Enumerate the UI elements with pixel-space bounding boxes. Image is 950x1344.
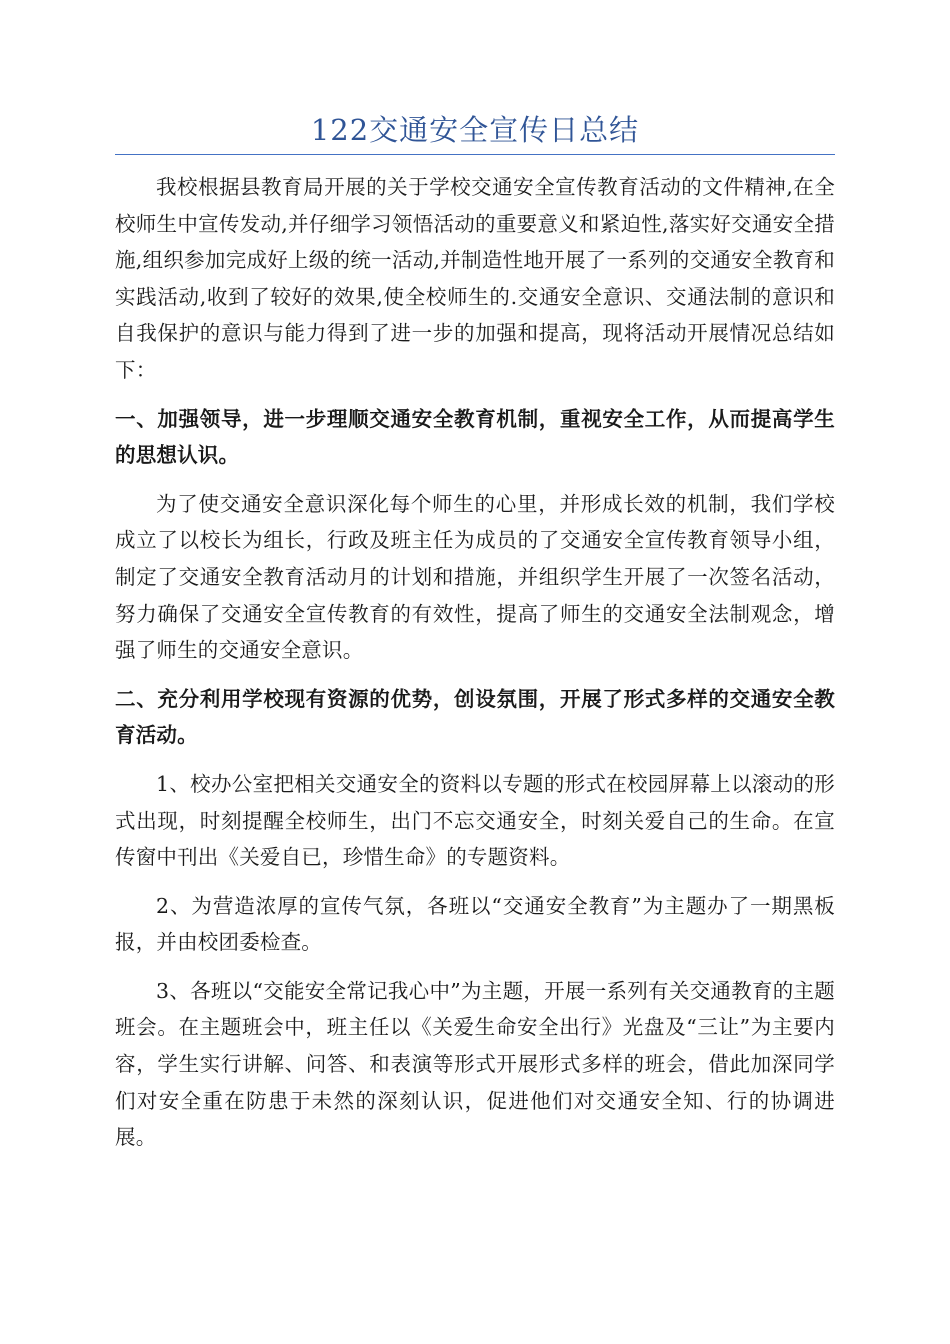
intro-paragraph: 我校根据县教育局开展的关于学校交通安全宣传教育活动的文件精神,在全校师生中宣传发动,并仔细学习领悟活动的重要意义和紧迫性,落实好交通安全措施,组织参加完成好上级的统一活动,并制造性地开展了一系列的交通安全教育和实践活动,收到了较好的效果,使全校师生的.交通安全意识、交通法制的意识和自我保护的意识与能力得到了进一步的加强和提高，现将活动开展情况总结如下： [115,175,835,382]
section-heading-1: 一、加强领导，进一步理顺交通安全教育机制，重视安全工作，从而提高学生的思想认识。 [115,406,835,468]
section-2-paragraph-2: 2、为营造浓厚的宣传气氛，各班以“交通安全教育”为主题办了一期黑板报，并由校团委检查。 [115,893,835,955]
document-page [115,112,835,1168]
document-title: 122交通安全宣传日总结 [310,113,640,147]
title-underline [115,154,835,155]
section-2-paragraph-1: 1、校办公室把相关交通安全的资料以专题的形式在校园屏幕上以滚动的形式出现，时刻提醒全校师生，出门不忘交通安全，时刻关爱自己的生命。在宣传窗中刊出《关爱自已，珍惜生命》的专题资料。 [115,771,835,870]
section-heading-2: 二、充分利用学校现有资源的优势，创设氛围，开展了形式多样的交通安全教育活动。 [115,686,835,748]
section-2-paragraph-3: 3、各班以“交能安全常记我心中”为主题，开展一系列有关交通教育的主题班会。在主题班会中，班主任以《关爱生命安全出行》光盘及“三让”为主要内容，学生实行讲解、问答、和表演等形式开展形式多样的班会，借此加深同学们对安全重在防患于未然的深刻认识，促进他们对交通安全知、行的协调进展。 [115,978,835,1150]
section-1-paragraph-1: 为了使交通安全意识深化每个师生的心里，并形成长效的机制，我们学校成立了以校长为组长，行政及班主任为成员的了交通安全宣传教育领导小组，制定了交通安全教育活动月的计划和措施，并组织学生开展了一次签名活动，努力确保了交通安全宣传教育的有效性，提高了师生的交通安全法制观念，增强了师生的交通安全意识。 [115,491,835,663]
